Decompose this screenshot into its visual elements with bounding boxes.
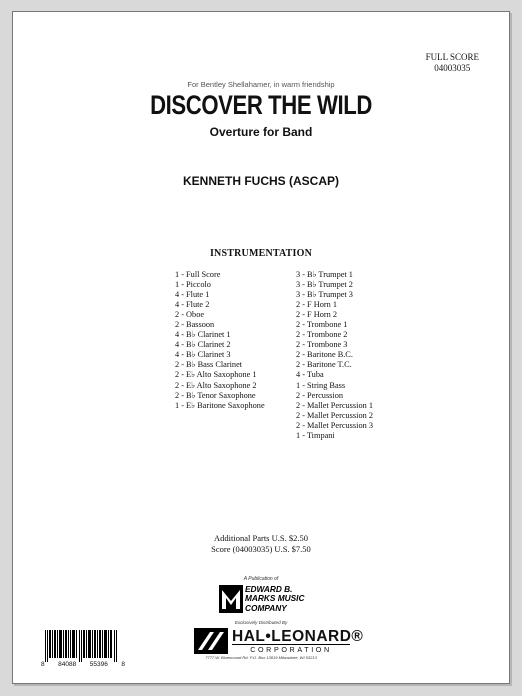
full-score-label: FULL SCORE [425,52,479,62]
barcode-icon [43,630,121,662]
instrument-item: 2 - Trombone 2 [296,330,348,340]
instrument-item: 4 - B♭ Clarinet 3 [175,350,231,360]
marks-emblem-icon [219,585,243,613]
score-price: Score (04003035) U.S. $7.50 [211,543,311,554]
marks-name [245,585,329,613]
instrument-item: 2 - F Horn 2 [296,310,338,320]
instrument-item: 2 - E♭ Alto Saxophone 1 [175,370,257,380]
instrument-item: 1 - Timpani [296,430,335,440]
marks-name-line: EDWARD B. [245,584,293,594]
distributor-address: 7777 W. Bluemound Rd. P.O. Box 13819 Milwaukee, WI 53213 [205,655,317,660]
instrumentation-right-column [296,270,373,441]
instrument-item: 3 - B♭ Trumpet 1 [296,270,353,279]
marks-name-line: MARKS MUSIC [245,593,305,604]
instrument-item: 2 - Baritone B.C. [296,350,353,360]
hal-leonard-corporation: CORPORATION [232,644,350,654]
instrument-item: 2 - Trombone 3 [296,340,348,350]
instrument-item: 2 - Mallet Percussion 1 [296,400,373,410]
distributed-label: Exclusively Distributed By [234,620,288,625]
instrument-item: 2 - B♭ Tenor Saxophone [175,390,256,400]
subtitle: Overture for Band [209,125,313,139]
instrument-item: 1 - E♭ Baritone Saxophone [175,400,265,410]
instrument-item: 2 - B♭ Bass Clarinet [175,360,243,370]
full-score-label-block [426,52,479,74]
instrument-item: 2 - Trombone 1 [296,320,348,330]
instrument-item: 1 - String Bass [296,380,346,390]
catalog-number: 04003035 [434,63,471,73]
instrument-item: 4 - Flute 2 [175,300,210,310]
instrument-item: 1 - Piccolo [175,280,211,290]
instrument-item: 4 - Flute 1 [175,290,210,300]
instrument-item: 4 - Tuba [296,370,324,380]
hal-leonard-name: HAL•LEONARD® [232,628,364,645]
edward-b-marks-logo [219,585,329,615]
instrument-item: 2 - Percussion [296,390,344,400]
instrument-item: 2 - Mallet Percussion 3 [296,420,373,430]
instrument-item: 2 - Mallet Percussion 2 [296,410,373,420]
dedication: For Bentley Shellahamer, in warm friendship [187,80,335,89]
instrument-item: 2 - E♭ Alto Saxophone 2 [175,380,257,390]
instrumentation-heading: INSTRUMENTATION [209,248,313,259]
instrument-item: 4 - B♭ Clarinet 1 [175,330,231,340]
prices [13,533,509,554]
publication-label: A Publication of [243,576,279,582]
instrument-item: 4 - B♭ Clarinet 2 [175,340,231,350]
instrument-item: 2 - F Horn 1 [296,300,338,310]
instrument-item: 2 - Bassoon [175,320,215,330]
additional-parts-price: Additional Parts U.S. $2.50 [214,533,308,543]
barcode-digit-group: 8 [41,661,45,668]
instrument-item: 1 - Full Score [175,270,221,279]
instrument-item: 2 - Oboe [175,310,205,320]
composer: KENNETH FUCHS (ASCAP) [183,174,339,188]
barcode-digits [41,661,125,668]
instrumentation-left-column [175,270,265,411]
page-title: DISCOVER THE WILD [150,90,372,120]
instrument-item: 2 - Baritone T.C. [296,360,352,370]
marks-name-line: COMPANY [245,602,287,613]
hal-leonard-emblem-icon [194,628,228,654]
instrument-item: 3 - B♭ Trumpet 3 [296,290,353,300]
score-cover-page [12,11,510,684]
barcode-digit-group: 55396 [89,661,108,668]
barcode-digit-group: 8 [121,661,125,668]
hal-leonard-logo [194,628,364,654]
barcode-digit-group: 84088 [58,661,77,668]
instrument-item: 3 - B♭ Trumpet 2 [296,280,353,290]
